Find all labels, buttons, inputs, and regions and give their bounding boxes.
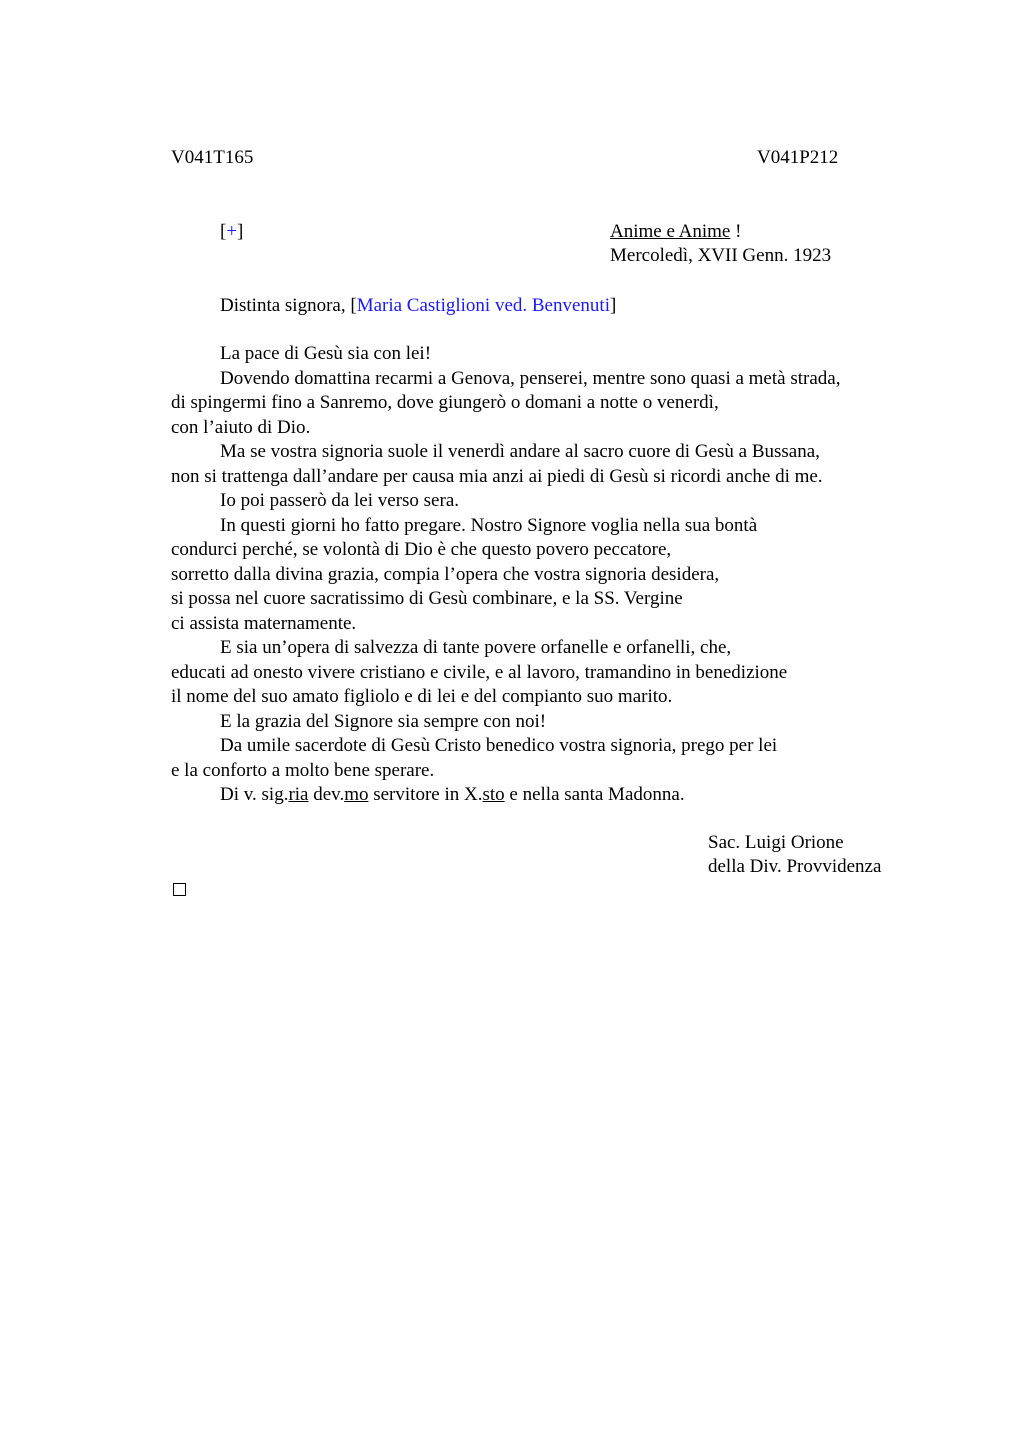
closing-line (171, 783, 931, 808)
body-line: Dovendo domattina recarmi a Genova, penserei, mentre sono quasi a metà strada, (220, 367, 841, 389)
body-line: il nome del suo amato figliolo e di lei e del compianto suo marito. (171, 686, 673, 707)
end-of-letter-square-icon (173, 883, 186, 896)
body-line: si possa nel cuore sacratissimo di Gesù combinare, e la SS. Vergine (171, 588, 683, 609)
letter-body (171, 342, 931, 808)
closing-text: dev. (308, 784, 345, 805)
motto: Anime e Anime (610, 221, 731, 242)
body-line: di spingermi fino a Sanremo, dove giungerò o domani a notte o venerdì, (171, 392, 719, 413)
body-line: In questi giorni ho fatto pregare. Nostro Signore voglia nella sua bontà (220, 514, 758, 536)
closing-text: e nella santa Madonna. (504, 784, 685, 805)
signature-name: Sac. Luigi Orione (708, 832, 844, 853)
cross-mark (220, 220, 243, 244)
signature-title: della Div. Provvidenza (708, 856, 882, 877)
salutation-text: Distinta signora, (220, 295, 351, 316)
cross-bracket-open: [ (220, 221, 227, 242)
body-line: condurci perché, se volontà di Dio è che questo povero peccatore, (171, 539, 672, 560)
salutation-bracket-close: ] (609, 295, 617, 316)
body-line: Da umile sacerdote di Gesù Cristo benedico vostra signoria, prego per lei (220, 735, 778, 756)
body-line: non si trattenga dall’andare per causa mia anzi ai piedi di Gesù si ricordi anche di me. (171, 465, 823, 487)
salutation-bracket-open: [ (350, 295, 357, 316)
document-code-right: V041P212 (757, 147, 839, 168)
closing-abbrev: mo (344, 784, 369, 805)
closing-text: Di v. sig. (220, 784, 289, 805)
body-line: sorretto dalla divina grazia, compia l’opera che vostra signoria desidera, (171, 563, 720, 585)
cross-icon[interactable]: + (226, 221, 238, 242)
body-line: E sia un’opera di salvezza di tante povere orfanelle e orfanelli, che, (220, 637, 732, 658)
closing-abbrev: ria (288, 784, 309, 805)
body-line: E la grazia del Signore sia sempre con noi! (220, 710, 547, 732)
body-line: con l’aiuto di Dio. (171, 416, 311, 438)
letter-date: Mercoledì, XVII Genn. 1923 (610, 245, 832, 266)
body-line: e la conforto a molto bene sperare. (171, 759, 435, 781)
body-line: ci assista maternamente. (171, 612, 357, 634)
body-line: La pace di Gesù sia con lei! (220, 343, 432, 364)
closing-abbrev: sto (482, 784, 505, 805)
body-line: Io poi passerò da lei verso sera. (220, 490, 460, 511)
cross-bracket-close: ] (237, 221, 244, 242)
recipient-link[interactable]: Maria Castiglioni ved. Benvenuti (356, 295, 610, 316)
motto-suffix: ! (730, 221, 742, 242)
closing-text: servitore in X. (368, 784, 483, 805)
motto-line (610, 220, 741, 244)
salutation (220, 294, 616, 318)
body-line: educati ad onesto vivere cristiano e civile, e al lavoro, tramandino in benedizione (171, 661, 788, 683)
document-code-left: V041T165 (171, 147, 254, 168)
body-line: Ma se vostra signoria suole il venerdì andare al sacro cuore di Gesù a Bussana, (220, 441, 820, 462)
